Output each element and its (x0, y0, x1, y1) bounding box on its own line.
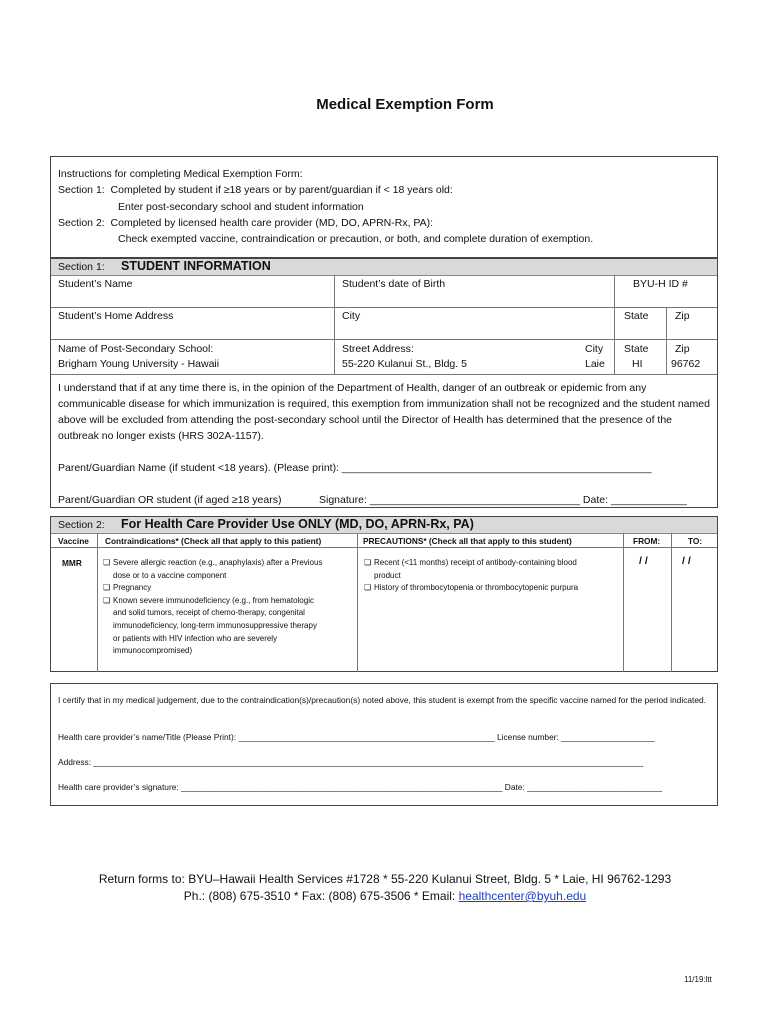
contra-item[interactable] (103, 557, 323, 582)
instructions-sec2-label: Section 2: (58, 216, 105, 229)
school-city-label: City (585, 343, 604, 355)
contra-item[interactable] (103, 595, 323, 658)
school-name-label: Name of Post-Secondary School: (58, 343, 214, 355)
instructions-sec1-text: Completed by student if ≥18 years or by parent/guardian if < 18 years old: (110, 184, 453, 197)
prec-item[interactable] (364, 557, 604, 582)
revision-code: 11/19:ltt (684, 975, 712, 984)
home-state-field[interactable]: State (624, 310, 649, 322)
page-title: Medical Exemption Form (316, 96, 494, 113)
school-street-label: Street Address: (342, 343, 414, 355)
parent-guardian-name-field[interactable]: Parent/Guardian Name (if student <18 years). (Please print): _____________________________________________________ (58, 462, 652, 474)
section2-label: Section 2: (58, 519, 105, 531)
section1-label: Section 1: (58, 261, 105, 273)
instructions-sec1-label: Section 1: (58, 184, 105, 197)
contra-text: Severe allergic reaction (e.g., anaphylaxis) after a Previous dose or to a vaccine component (113, 558, 323, 580)
instructions-section1 (58, 182, 717, 198)
col-from: FROM: (633, 536, 661, 546)
col-vaccine: Vaccine (58, 536, 89, 546)
home-address-field[interactable]: Student’s Home Address (58, 310, 174, 322)
checkbox-icon[interactable]: ❏ (364, 583, 372, 593)
student-name-field[interactable]: Student’s Name (58, 278, 133, 290)
signature-date-field[interactable]: Signature: ____________________________________ Date: _____________ (319, 494, 687, 506)
school-city-value: Laie (585, 358, 605, 370)
contact-line (0, 888, 770, 905)
school-street-value: 55-220 Kulanui St., Bldg. 5 (342, 358, 467, 370)
precautions-list (364, 557, 604, 595)
instructions-sec1-sub: Enter post-secondary school and student information (118, 200, 364, 213)
checkbox-icon[interactable]: ❏ (103, 595, 111, 605)
provider-signature-field[interactable]: Health care provider’s signature: _____________________________________________________________________ Date: _____________________________ (58, 782, 663, 792)
return-address: Return forms to: BYU–Hawaii Health Services #1728 * 55-220 Kulanui Street, Bldg. 5 * Laie, HI 96762-1293 (98, 872, 672, 886)
school-zip-label: Zip (675, 343, 690, 355)
checkbox-icon[interactable]: ❏ (103, 558, 111, 567)
home-zip-field[interactable]: Zip (675, 310, 690, 322)
vaccine-mmr: MMR (62, 558, 82, 568)
section1-heading: STUDENT INFORMATION (121, 259, 271, 273)
section2-header-bar (51, 517, 717, 534)
email-link[interactable]: healthcenter@byuh.edu (458, 889, 587, 903)
col-to: TO: (688, 536, 703, 546)
contra-item[interactable] (103, 582, 323, 595)
instructions-sec2-text: Completed by licensed health care provider (MD, DO, APRN-Rx, PA): (110, 216, 434, 229)
col-contraindications: Contraindications* (Check all that apply to this patient) (105, 536, 322, 546)
contraindications-list (103, 557, 323, 658)
prec-text: Recent (<11 months) receipt of antibody-containing blood product (374, 558, 577, 580)
signature-prefix: Parent/Guardian OR student (if aged ≥18 years) (58, 494, 282, 506)
checkbox-icon[interactable]: ❏ (103, 583, 111, 593)
certification-box (50, 683, 718, 806)
exclusion-statement: I understand that if at any time there is, in the opinion of the Department of Health, danger of an outbreak or epidemic from any communicable disease for which immunization is required, this exemption from immunization shall not be recognized and the student named above will be excluded from attending the post-secondary school until the Director of Health has determined that the presence of the outbreak no longer exists (HRS 302A-1157). (58, 382, 710, 442)
prec-text: History of thrombocytopenia or thrombocytopenic purpura (374, 583, 579, 593)
home-city-field[interactable]: City (342, 310, 361, 322)
from-date-field[interactable]: / / (639, 555, 648, 567)
instructions-box (50, 156, 718, 258)
phone-fax: Ph.: (808) 675-3510 * Fax: (808) 675-3506 * Email: (183, 889, 459, 903)
dob-field[interactable]: Student’s date of Birth (342, 278, 446, 290)
school-name-value: Brigham Young University - Hawaii (58, 358, 220, 370)
instructions-heading: Instructions for completing Medical Exemption Form: (58, 168, 303, 180)
prec-item[interactable] (364, 582, 604, 595)
school-state-label: State (624, 343, 649, 355)
provider-address-field[interactable]: Address: ______________________________________________________________________________________________________________________ (58, 757, 643, 767)
col-precautions: PRECAUTIONS* (Check all that apply to this student) (363, 536, 572, 546)
section2-heading: For Health Care Provider Use ONLY (MD, DO, APRN-Rx, PA) (121, 517, 474, 531)
contra-text: Known severe immunodeficiency (e.g., from hematologic and solid tumors, receipt of chemo-therapy, congenital immunodeficiency, long-term immunosuppressive therapy or patients with HIV infection who are severely immunocompromised) (113, 595, 317, 656)
checkbox-icon[interactable]: ❏ (364, 558, 372, 567)
section2-provider (50, 516, 718, 672)
instructions-sec2-sub: Check exempted vaccine, contraindication or precaution, or both, and complete duration of exemption. (118, 233, 594, 246)
byuh-id-field[interactable]: BYU-H ID # (633, 278, 688, 290)
school-state-value: HI (632, 358, 643, 370)
section1-student-information (50, 258, 718, 508)
section1-header-bar (51, 259, 717, 276)
to-date-field[interactable]: / / (682, 555, 691, 567)
provider-name-field[interactable]: Health care provider’s name/Title (Please Print): _______________________________________________________ License number: ____________________ (58, 732, 655, 742)
school-zip-value: 96762 (671, 358, 701, 370)
certification-statement: I certify that in my medical judgement, due to the contraindication(s)/precaution(s) noted above, this student is exempt from the specific vaccine named for the period indicated. (58, 695, 707, 705)
contra-text: Pregnancy (113, 583, 152, 593)
return-instructions (0, 871, 770, 905)
instructions-section2 (58, 215, 717, 231)
